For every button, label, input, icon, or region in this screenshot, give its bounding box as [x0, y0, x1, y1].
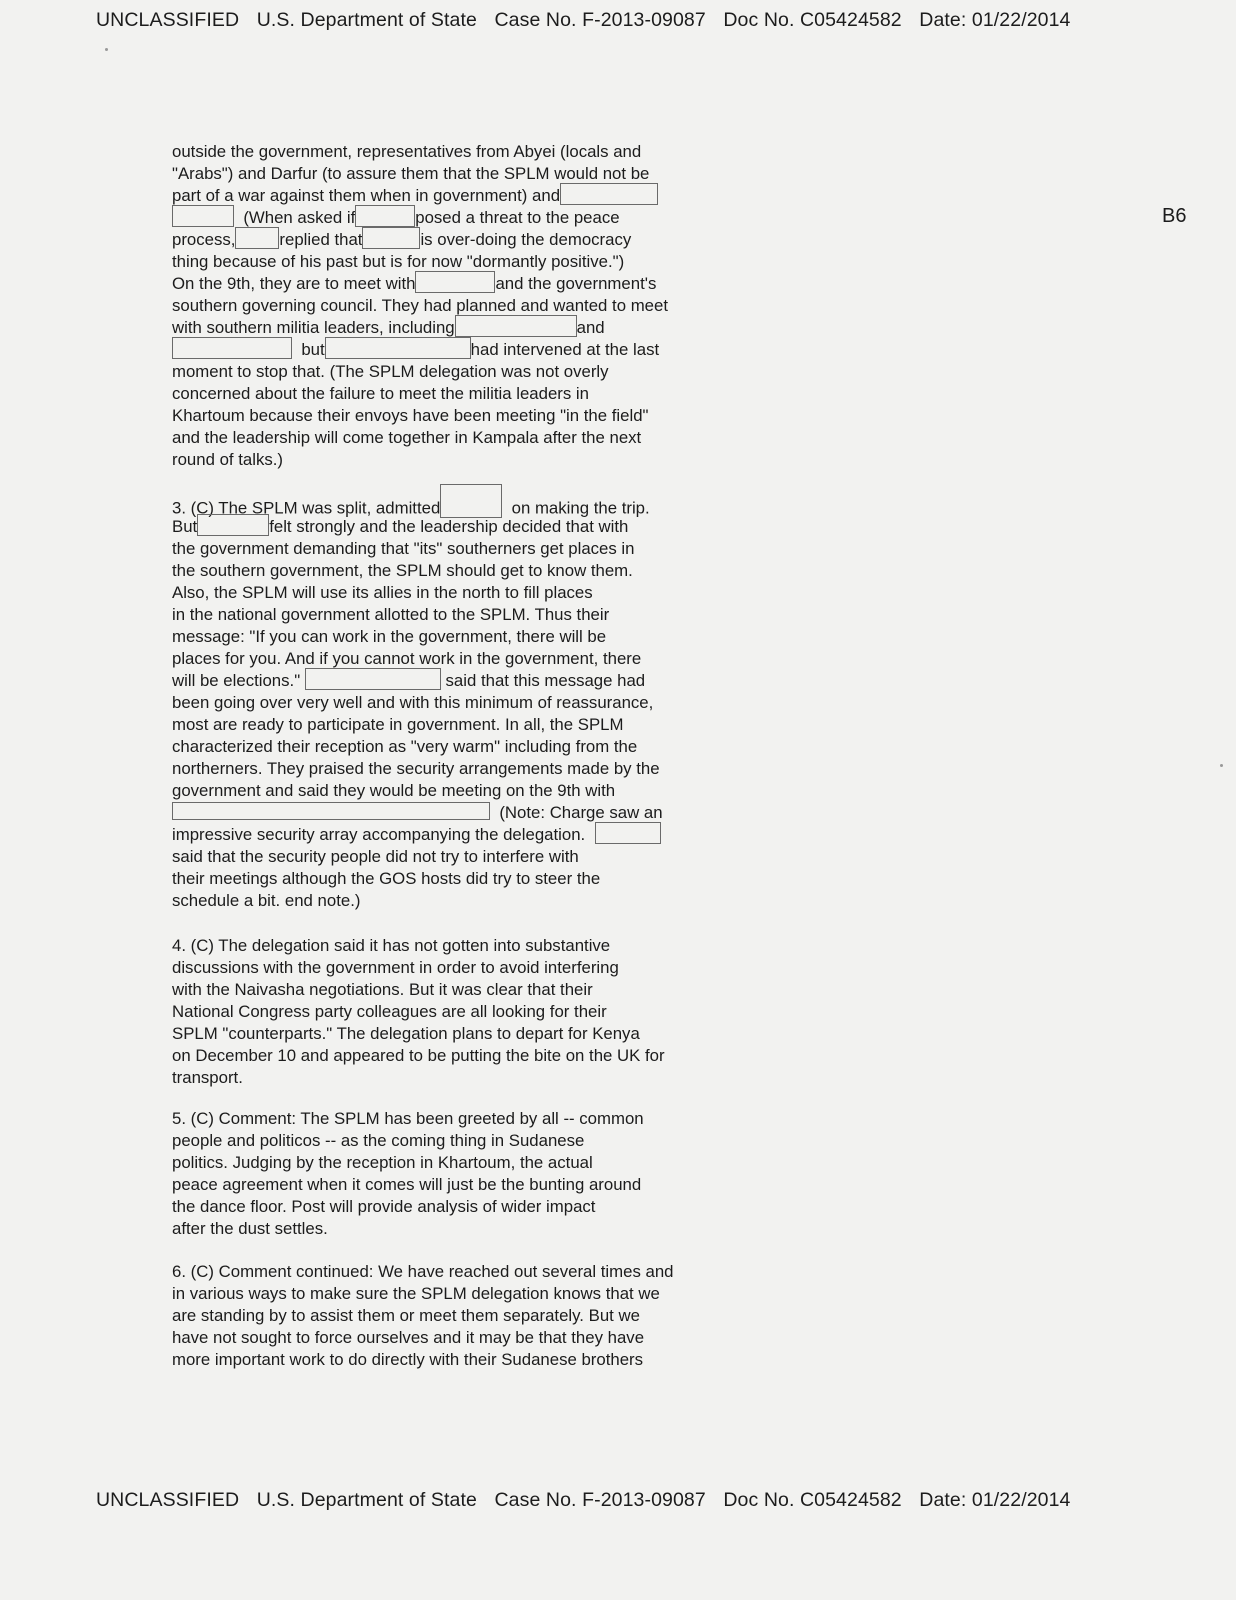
redaction-box [595, 822, 661, 844]
redaction-box [172, 802, 490, 820]
text-line: people and politicos -- as the coming thing in Sudanese [172, 1131, 585, 1150]
scan-speck [1220, 764, 1223, 767]
text-line: but had intervened at the last [172, 339, 762, 361]
doc-number: Doc No. C05424582 [723, 1489, 902, 1511]
document-body [172, 141, 762, 471]
text-line: But felt strongly and the leadership decided that with [172, 516, 762, 538]
text-line: the southern government, the SPLM should get to know them. [172, 561, 633, 580]
redaction-box [440, 484, 502, 518]
text-line: 5. (C) Comment: The SPLM has been greeted by all -- common [172, 1109, 644, 1128]
redaction-box [560, 183, 658, 205]
redaction-box [235, 227, 279, 249]
redaction-box [325, 337, 471, 359]
text-line: 3. (C) The SPLM was split, admitted on making the trip. [172, 494, 762, 516]
redaction-box [305, 668, 441, 690]
text-line: part of a war against them when in government) and [172, 185, 762, 207]
text-line: Also, the SPLM will use its allies in the north to fill places [172, 583, 593, 602]
classification-label: UNCLASSIFIED [96, 1489, 240, 1511]
classification-label: UNCLASSIFIED [96, 9, 240, 31]
text-line: (Note: Charge saw an [172, 802, 762, 824]
text-line: National Congress party colleagues are all looking for their [172, 1002, 607, 1021]
doc-date: Date: 01/22/2014 [919, 9, 1071, 31]
text-line: government and said they would be meeting on the 9th with [172, 781, 616, 800]
text-line: and the leadership will come together in Kampala after the next [172, 428, 642, 447]
paragraph-6 [172, 1261, 762, 1371]
text-line: process, replied that is over-doing the democracy [172, 229, 762, 251]
text-line: said that the security people did not try to interfere with [172, 847, 579, 866]
text-line: On the 9th, they are to meet with and the government's [172, 273, 762, 295]
redaction-box [415, 271, 495, 293]
text-line: round of talks.) [172, 450, 283, 469]
text-line: peace agreement when it comes will just be the bunting around [172, 1175, 642, 1194]
text-line: on December 10 and appeared to be putting the bite on the UK for [172, 1046, 665, 1065]
text-line: their meetings although the GOS hosts did try to steer the [172, 869, 601, 888]
header-bottom [96, 1489, 1156, 1512]
text-line: characterized their reception as "very warm" including from the [172, 737, 638, 756]
text-line: discussions with the government in order to avoid interfering [172, 958, 619, 977]
redaction-box [355, 205, 415, 227]
paragraph-4 [172, 935, 762, 1089]
text-line: the dance floor. Post will provide analysis of wider impact [172, 1197, 596, 1216]
text-line: will be elections." said that this message had [172, 670, 762, 692]
text-line: 4. (C) The delegation said it has not gotten into substantive [172, 936, 611, 955]
text-line: after the dust settles. [172, 1219, 328, 1238]
text-line: northerners. They praised the security arrangements made by the [172, 759, 660, 778]
text-line: southern governing council. They had planned and wanted to meet [172, 296, 669, 315]
text-line: been going over very well and with this minimum of reassurance, [172, 693, 654, 712]
redaction-box [197, 514, 269, 536]
paragraph-5 [172, 1108, 762, 1240]
case-number: Case No. F-2013-09087 [494, 9, 706, 31]
text-line: "Arabs") and Darfur (to assure them that the SPLM would not be [172, 164, 650, 183]
redaction-box [172, 205, 234, 227]
text-line: thing because of his past but is for now "dormantly positive.") [172, 252, 625, 271]
text-line: impressive security array accompanying the delegation. [172, 824, 762, 846]
doc-number: Doc No. C05424582 [723, 9, 902, 31]
exemption-marker: B6 [1162, 205, 1187, 227]
text-line: concerned about the failure to meet the militia leaders in [172, 384, 589, 403]
text-line: the government demanding that "its" southerners get places in [172, 539, 635, 558]
text-line: in various ways to make sure the SPLM delegation knows that we [172, 1284, 660, 1303]
text-line: more important work to do directly with their Sudanese brothers [172, 1350, 644, 1369]
redaction-box [455, 315, 577, 337]
text-line: in the national government allotted to the SPLM. Thus their [172, 605, 610, 624]
text-line: message: "If you can work in the government, there will be [172, 627, 607, 646]
text-line: outside the government, representatives from Abyei (locals and [172, 142, 642, 161]
doc-date: Date: 01/22/2014 [919, 1489, 1071, 1511]
text-line: moment to stop that. (The SPLM delegation was not overly [172, 362, 609, 381]
text-line: SPLM "counterparts." The delegation plans to depart for Kenya [172, 1024, 640, 1043]
redaction-box [172, 337, 292, 359]
text-line: have not sought to force ourselves and it may be that they have [172, 1328, 645, 1347]
text-line: are standing by to assist them or meet them separately. But we [172, 1306, 640, 1325]
text-line: (When asked if posed a threat to the peace [172, 207, 762, 229]
department-label: U.S. Department of State [256, 1489, 477, 1511]
text-line: Khartoum because their envoys have been meeting "in the field" [172, 406, 649, 425]
text-line: 6. (C) Comment continued: We have reached out several times and [172, 1262, 674, 1281]
text-line: with southern militia leaders, including and [172, 317, 762, 339]
text-line: transport. [172, 1068, 243, 1087]
header-top [96, 9, 1156, 32]
text-line: places for you. And if you cannot work in the government, there [172, 649, 642, 668]
paragraph-3 [172, 494, 762, 912]
department-label: U.S. Department of State [256, 9, 477, 31]
redaction-box [362, 227, 420, 249]
scan-speck [105, 48, 108, 51]
case-number: Case No. F-2013-09087 [494, 1489, 706, 1511]
text-line: with the Naivasha negotiations. But it was clear that their [172, 980, 593, 999]
text-line: schedule a bit. end note.) [172, 891, 361, 910]
text-line: politics. Judging by the reception in Khartoum, the actual [172, 1153, 593, 1172]
text-line: most are ready to participate in government. In all, the SPLM [172, 715, 624, 734]
